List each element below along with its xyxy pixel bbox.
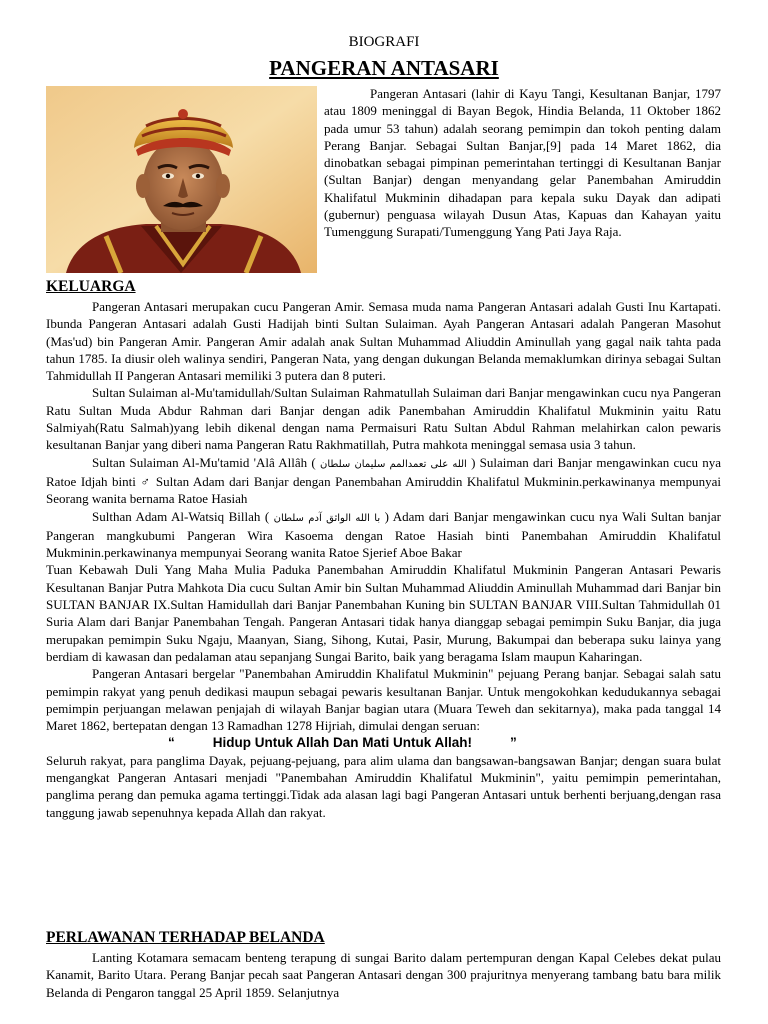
paragraph-3-part-b: ) Sulaiman dari Banjar mengawinkan cucu nya Ratoe Idjah binti ♂ Sultan Adam dari Banjar dengan Panembahan Amiruddin Khalifatul Mukminin.perkawinanya mempunyai Seorang wanita bernama Ratoe Hasiah	[46, 454, 722, 507]
arabic-name-adam: با الله الواثق آدم سلطان	[273, 512, 381, 524]
proclamation-quote	[46, 734, 721, 751]
paragraph-4-part-a: Sulthan Adam Al-Watsiq Billah (	[92, 508, 270, 524]
keluarga-paragraph-1: Pangeran Antasari merupakan cucu Pangeran Amir. Semasa muda nama Pangeran Antasari adalah Gusti Inu Kartapati. Ibunda Pangeran Antasari adalah Gusti Hadijah binti Sultan Sulaiman. Ayah Pangeran Antasari adalah Pangeran Masohut (Mas'ud) bin Pangeran Amir. Pangeran Amir adalah anak Sultan Muhammad Aliuddin Aminullah yang gagal naik tahta pada tahun 1785. Ia diusir oleh walinya sendiri, Pangeran Nata, yang dengan dukungan Belanda memaklumkan dirinya sebagai Sultan Tahmidullah II Pangeran Antasari memiliki 3 putera dan 8 puteri.	[46, 299, 721, 384]
quote-close-mark: ”	[510, 735, 517, 751]
arabic-name-sulaiman: الله على تعمدالمم سلیمان سلطان	[320, 458, 467, 470]
keluarga-section	[46, 298, 721, 821]
keluarga-paragraph-3	[46, 454, 721, 508]
intro-paragraph: Pangeran Antasari (lahir di Kayu Tangi, Kesultanan Banjar, 1797 atau 1809 meninggal di Bayan Begok, Hindia Belanda, 11 Oktober 1862 pada umur 53 tahun) adalah seorang pemimpin dan tokoh penting dalam Perang Banjar. Sebagai Sultan Banjar,[9] pada 14 Maret 1862, dia dinobatkan sebagai pimpinan pemerintahan tertinggi di Kesultanan Banjar (Sultan Banjar) dengan menyandang gelar Panembahan Amiruddin Khalifatul Mukminin dihadapan para kepala suku Dayak dan adipati (gubernur) penguasa wilayah Dusun Atas, Kapuas dan Kahayan yaitu Tumenggung Surapati/Tumenggung Yang Pati Jaya Raja.	[324, 86, 721, 240]
paragraph-3-part-a: Sultan Sulaiman Al-Mu'tamid 'Alâ Allâh (	[92, 454, 316, 470]
keluarga-paragraph-2: Sultan Sulaiman al-Mu'tamidullah/Sultan Sulaiman Rahmatullah Sulaiman dari Banjar mengawinkan cucu nya Pangeran Ratu Sultan Muda Abdur Rahman dari Banjar dengan adik Panembahan Amiruddin Khalifatul Mukminin yaitu Ratu Salmiyah(Ratu Salmah)yang lebih dikenal dengan nama Permaisuri Ratu Sultan Abdul Rahman melahirkan calon pewaris kesultanan Banjar yang diberi nama Pangeran Ratu Rakhmatillah, Putra mahkota meninggal semasa usia 3 tahun.	[46, 385, 721, 453]
perlawanan-paragraph-1: Lanting Kotamara semacam benteng terapung di sungai Barito dalam pertempuran dengan Kapal Celebes dekat pulau Kanamit, Barito Utara. Perang Banjar pecah saat Pangeran Antasari dengan 300 prajuritnya menyerang tambang batu bara milik Belanda di Pengaron tanggal 25 April 1859. Selanjutnya	[46, 950, 721, 1000]
document-title-wrap	[0, 55, 768, 81]
keluarga-paragraph-7: Seluruh rakyat, para panglima Dayak, pejuang-pejuang, para alim ulama dan bangsawan-bangsawan Banjar; dengan suara bulat mengangkat Pangeran Antasari menjadi "Panembahan Amiruddin Khalifatul Mukminin", yaitu pemimpin pemerintahan, panglima perang dan pemuka agama tertinggi.Tidak ada alasan lagi bagi Pangeran Antasari untuk berhenti berjuang,dengan rasa tanggung jawab sepenuhnya kepada Allah dan rakyat.	[46, 752, 721, 820]
keluarga-paragraph-4	[46, 508, 721, 562]
quote-text: Hidup Untuk Allah Dan Mati Untuk Allah!	[212, 735, 472, 751]
keluarga-paragraph-6: Pangeran Antasari bergelar "Panembahan Amiruddin Khalifatul Mukminin" pejuang Perang banjar. Sebagai salah satu pemimpin rakyat yang penuh dedikasi maupun sebagai pewaris kesultanan Banjar. Untuk mengokohkan kedudukannya sebagai pemimpin perjuangan melawan penjajah di wilayah Banjar bagian utara (Muara Teweh dan sekitarnya), maka pada tanggal 14 Maret 1862, bertepatan dengan 13 Ramadhan 1278 Hijriah, dimulai dengan seruan:	[46, 666, 721, 734]
section-heading-keluarga: KELUARGA	[46, 278, 136, 295]
perlawanan-section	[46, 949, 721, 1001]
section-heading-perlawanan: PERLAWANAN TERHADAP BELANDA	[46, 929, 325, 946]
document-title: PANGERAN ANTASARI	[269, 56, 499, 80]
portrait-illustration	[46, 86, 317, 273]
quote-open-mark: “	[168, 735, 175, 751]
portrait-image	[46, 86, 317, 273]
document-kicker: BIOGRAFI	[348, 34, 420, 50]
paragraph-4-part-b: ) Adam dari Banjar mengawinkan cucu nya Wali Sultan banjar Pangeran mangkubumi Pangeran Wira Kasoema dengan Ratoe Hasiah binti Panembahan Amiruddin Khalifatul Mukminin.perkawinanya mempunyai Seorang wanita Ratoe Sjerief Aboe Bakar	[46, 508, 721, 561]
keluarga-paragraph-5: Tuan Kebawah Duli Yang Maha Mulia Paduka Panembahan Amiruddin Khalifatul Mukminin Pangeran Antasari Pewaris Kesultanan Banjar Putra Mahkota Dia cucu Sultan Amir bin Sultan Muhammad Aliuddin Aminullah Muhammad dari Banjar bin SULTAN BANJAR IX.Sultan Hamidullah dari Banjar Panembahan Kuning bin SULTAN BANJAR VIII.Sultan Tahmidullah 01 Suria Alam dari Banjar Panembahan Tengah. Pangeran Antasari tidak hanya dianggap sebagai pemimpin Suku Banjar, dia juga merupakan pemimpin Suku Ngaju, Maanyan, Siang, Sihong, Kutai, Pasir, Murung, Bakumpai dan beberapa suku lainya yang berdiam di kawasan dan pedalaman atau sepanjang Sungai Barito, baik yang beragama Islam maupun Kaharingan.	[46, 562, 721, 664]
